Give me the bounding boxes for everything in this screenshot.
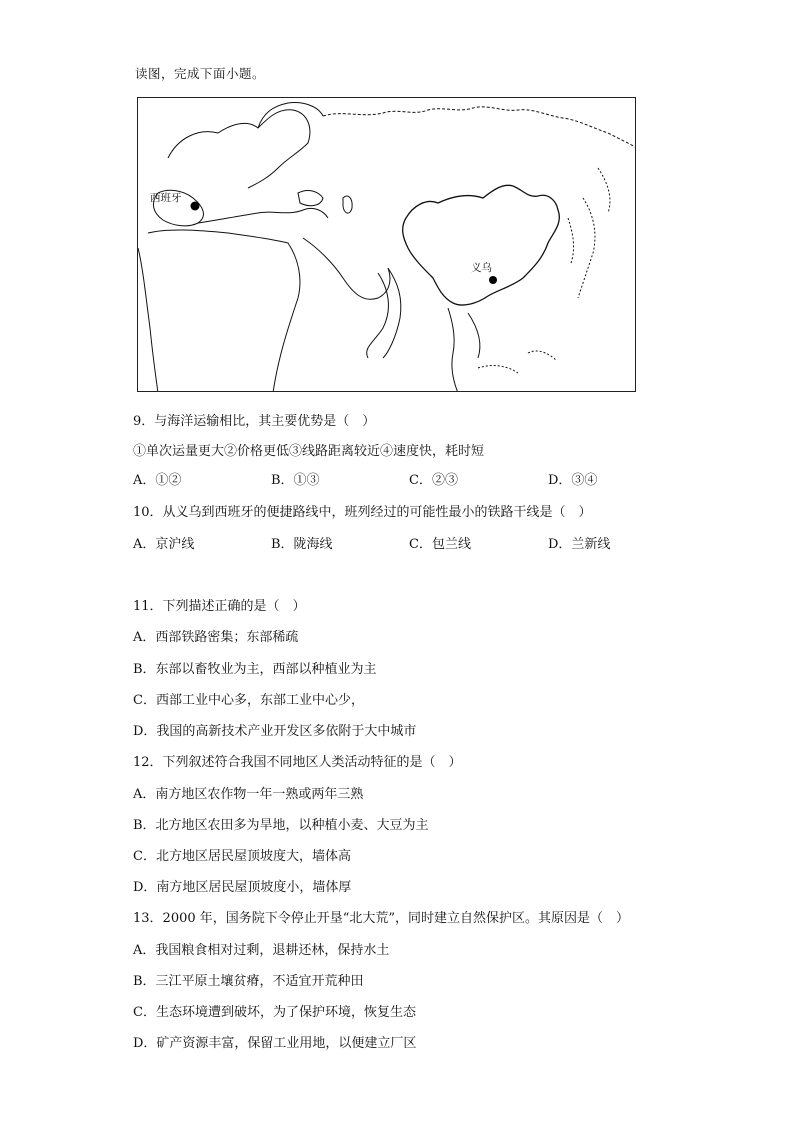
map-outline: [138, 98, 636, 392]
q10-stem: 10．从义乌到西班牙的便捷路线中，班列经过的可能性最小的铁路干线是（ ）: [133, 505, 592, 520]
q9-stem: 9．与海洋运输相比，其主要优势是（ ）: [133, 414, 376, 429]
map-label-spain: 西班牙: [150, 192, 182, 204]
spain-dot: [191, 202, 200, 211]
q13-stem: 13．2000 年，国务院下令停止开垦“北大荒”，同时建立自然保护区。其原因是（ ）: [133, 911, 630, 926]
q12-option-b[interactable]: B．北方地区农田多为旱地，以种植小麦、大豆为主: [133, 818, 429, 833]
q13-option-d[interactable]: D．矿产资源丰富，保留工业用地，以便建立厂区: [133, 1036, 417, 1051]
q9-option-a[interactable]: A．①②: [133, 473, 182, 488]
q9-statements: ①单次运量更大②价格更低③线路距离较近④速度快，耗时短: [133, 444, 485, 459]
q10-option-c[interactable]: C．包兰线: [409, 537, 471, 552]
yiwu-dot: [489, 276, 497, 284]
q10-option-d[interactable]: D．兰新线: [548, 537, 611, 552]
q10-option-b[interactable]: B．陇海线: [271, 537, 333, 552]
q12-option-d[interactable]: D．南方地区居民屋顶坡度小，墙体厚: [133, 880, 352, 895]
map-label-yiwu: 义乌: [471, 262, 492, 274]
q11-option-a[interactable]: A．西部铁路密集；东部稀疏: [133, 630, 299, 645]
q13-option-b[interactable]: B．三江平原土壤贫瘠，不适宜开荒种田: [133, 974, 364, 989]
q9-option-c[interactable]: C．②③: [409, 473, 458, 488]
intro-instruction: 读图，完成下面小题。: [135, 66, 266, 81]
q11-option-c[interactable]: C．西部工业中心多，东部工业中心少，: [133, 693, 364, 708]
q13-option-c[interactable]: C．生态环境遭到破坏，为了保护环境，恢复生态: [133, 1005, 416, 1020]
q9-option-b[interactable]: B．①③: [271, 473, 320, 488]
q11-option-b[interactable]: B．东部以畜牧业为主，西部以种植业为主: [133, 662, 377, 677]
q10-option-a[interactable]: A．京沪线: [133, 537, 195, 552]
q12-stem: 12．下列叙述符合我国不同地区人类活动特征的是（ ）: [133, 755, 462, 770]
q11-option-d[interactable]: D．我国的高新技术产业开发区多依附于大中城市: [133, 724, 417, 739]
q12-option-c[interactable]: C．北方地区居民屋顶坡度大，墙体高: [133, 849, 351, 864]
eurasia-map: [137, 97, 636, 392]
q11-stem: 11．下列描述正确的是（ ）: [133, 599, 306, 614]
q13-option-a[interactable]: A．我国粮食相对过剩，退耕还林，保持水土: [133, 943, 390, 958]
q9-option-d[interactable]: D．③④: [548, 473, 598, 488]
q12-option-a[interactable]: A．南方地区农作物一年一熟或两年三熟: [133, 787, 364, 802]
